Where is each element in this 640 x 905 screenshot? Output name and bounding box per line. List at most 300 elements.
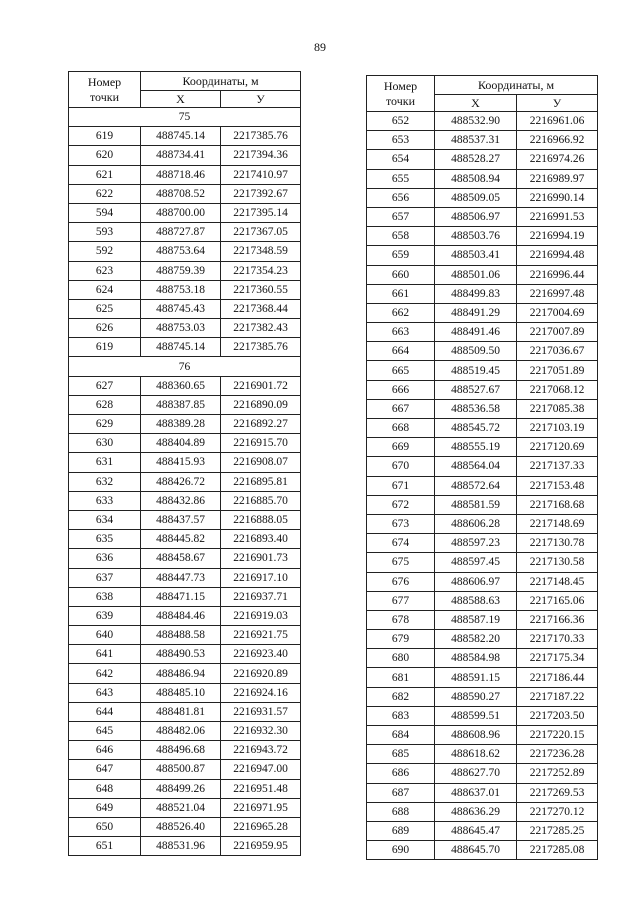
point-number-cell: 620 — [69, 146, 141, 165]
table-row — [69, 165, 301, 184]
group-label: 75 — [69, 108, 301, 127]
y-coordinate-cell: 2216966.92 — [517, 131, 598, 150]
x-coordinate-cell: 488447.73 — [141, 568, 221, 587]
x-coordinate-cell: 488531.96 — [141, 837, 221, 856]
table-row — [367, 476, 598, 495]
point-number-cell: 658 — [367, 227, 435, 246]
table-row — [69, 299, 301, 318]
table-row — [69, 127, 301, 146]
y-header: У — [221, 91, 301, 108]
table-row — [69, 415, 301, 434]
x-coordinate-cell: 488519.45 — [435, 361, 517, 380]
point-number-header-line1: Номер — [87, 74, 122, 89]
point-number-cell: 681 — [367, 668, 435, 687]
point-number-cell: 672 — [367, 495, 435, 514]
y-coordinate-cell: 2216932.30 — [221, 722, 301, 741]
x-coordinate-cell: 488745.43 — [141, 299, 221, 318]
table-row — [367, 112, 598, 131]
point-number-cell: 666 — [367, 380, 435, 399]
table-row — [367, 726, 598, 745]
point-number-cell: 653 — [367, 131, 435, 150]
point-number-cell: 669 — [367, 438, 435, 457]
x-coordinate-cell: 488503.76 — [435, 227, 517, 246]
table-row — [367, 495, 598, 514]
x-coordinate-cell: 488508.94 — [435, 169, 517, 188]
y-coordinate-cell: 2217385.76 — [221, 127, 301, 146]
point-number-cell: 678 — [367, 610, 435, 629]
point-number-cell: 682 — [367, 687, 435, 706]
table-row — [69, 261, 301, 280]
table-row — [69, 223, 301, 242]
point-number-cell: 687 — [367, 783, 435, 802]
y-coordinate-cell: 2217368.44 — [221, 299, 301, 318]
table-row — [367, 745, 598, 764]
y-coordinate-cell: 2216996.44 — [517, 265, 598, 284]
y-coordinate-cell: 2216893.40 — [221, 530, 301, 549]
point-number-cell: 644 — [69, 702, 141, 721]
x-coordinate-cell: 488486.94 — [141, 664, 221, 683]
x-coordinate-cell: 488485.10 — [141, 683, 221, 702]
point-number-cell: 628 — [69, 395, 141, 414]
table-row — [69, 434, 301, 453]
table-row — [69, 549, 301, 568]
x-coordinate-cell: 488745.14 — [141, 127, 221, 146]
point-number-header — [69, 72, 141, 108]
coordinates-header: Координаты, м — [435, 76, 598, 95]
point-number-cell: 625 — [69, 299, 141, 318]
point-number-cell: 638 — [69, 587, 141, 606]
table-row — [69, 664, 301, 683]
x-coordinate-cell: 488499.26 — [141, 779, 221, 798]
table-row — [367, 706, 598, 725]
x-coordinate-cell: 488501.06 — [435, 265, 517, 284]
table-row — [69, 817, 301, 836]
point-number-cell: 632 — [69, 472, 141, 491]
table-row — [367, 687, 598, 706]
x-coordinate-cell: 488606.28 — [435, 514, 517, 533]
table-row — [367, 821, 598, 840]
table-row — [69, 472, 301, 491]
y-coordinate-cell: 2216890.09 — [221, 395, 301, 414]
table-row — [367, 457, 598, 476]
y-coordinate-cell: 2216915.70 — [221, 434, 301, 453]
y-coordinate-cell: 2216961.06 — [517, 112, 598, 131]
point-number-cell: 652 — [367, 112, 435, 131]
y-coordinate-cell: 2216971.95 — [221, 798, 301, 817]
y-coordinate-cell: 2216885.70 — [221, 491, 301, 510]
point-number-cell: 630 — [69, 434, 141, 453]
x-coordinate-cell: 488572.64 — [435, 476, 517, 495]
x-coordinate-cell: 488753.64 — [141, 242, 221, 261]
x-coordinate-cell: 488591.15 — [435, 668, 517, 687]
point-number-cell: 656 — [367, 188, 435, 207]
table-row — [367, 303, 598, 322]
page-number: 89 — [314, 40, 326, 54]
y-coordinate-cell: 2217165.06 — [517, 591, 598, 610]
point-number-cell: 593 — [69, 223, 141, 242]
y-coordinate-cell: 2217120.69 — [517, 438, 598, 457]
table-row — [69, 280, 301, 299]
point-number-cell: 648 — [69, 779, 141, 798]
point-number-cell: 649 — [69, 798, 141, 817]
point-number-cell: 624 — [69, 280, 141, 299]
point-number-header — [367, 76, 435, 112]
y-coordinate-cell: 2217170.33 — [517, 630, 598, 649]
table-row — [69, 376, 301, 395]
table-row — [367, 553, 598, 572]
y-coordinate-cell: 2217270.12 — [517, 802, 598, 821]
x-header: Х — [435, 95, 517, 112]
table-row — [367, 649, 598, 668]
y-coordinate-cell: 2216919.03 — [221, 606, 301, 625]
x-coordinate-cell: 488491.29 — [435, 303, 517, 322]
x-coordinate-cell: 488526.40 — [141, 817, 221, 836]
table-row — [69, 837, 301, 856]
table-row — [69, 491, 301, 510]
x-coordinate-cell: 488537.31 — [435, 131, 517, 150]
y-coordinate-cell: 2217036.67 — [517, 342, 598, 361]
x-coordinate-cell: 488759.39 — [141, 261, 221, 280]
group-row — [69, 108, 301, 127]
table-row — [367, 284, 598, 303]
point-number-cell: 651 — [69, 837, 141, 856]
point-number-cell: 631 — [69, 453, 141, 472]
x-coordinate-cell: 488645.47 — [435, 821, 517, 840]
y-coordinate-cell: 2217148.45 — [517, 572, 598, 591]
table-row — [69, 530, 301, 549]
point-number-cell: 686 — [367, 764, 435, 783]
point-number-header-line2: точки — [385, 93, 416, 108]
y-coordinate-cell: 2217175.34 — [517, 649, 598, 668]
table-row — [367, 668, 598, 687]
x-coordinate-cell: 488491.46 — [435, 323, 517, 342]
point-number-cell: 623 — [69, 261, 141, 280]
y-coordinate-cell: 2217166.36 — [517, 610, 598, 629]
x-coordinate-cell: 488618.62 — [435, 745, 517, 764]
coordinates-table-right — [366, 75, 598, 860]
x-coordinate-cell: 488458.67 — [141, 549, 221, 568]
table-row — [69, 184, 301, 203]
x-coordinate-cell: 488509.50 — [435, 342, 517, 361]
point-number-cell: 641 — [69, 645, 141, 664]
point-number-cell: 662 — [367, 303, 435, 322]
x-coordinate-cell: 488482.06 — [141, 722, 221, 741]
y-coordinate-cell: 2216991.53 — [517, 207, 598, 226]
x-coordinate-cell: 488708.52 — [141, 184, 221, 203]
table-row — [69, 395, 301, 414]
point-number-cell: 667 — [367, 399, 435, 418]
x-coordinate-cell: 488426.72 — [141, 472, 221, 491]
table-row — [367, 534, 598, 553]
table-row — [367, 150, 598, 169]
x-coordinate-cell: 488387.85 — [141, 395, 221, 414]
y-coordinate-cell: 2217395.14 — [221, 203, 301, 222]
table-row — [367, 514, 598, 533]
point-number-header-line2: точки — [89, 89, 120, 104]
y-coordinate-cell: 2216951.48 — [221, 779, 301, 798]
x-coordinate-cell: 488606.97 — [435, 572, 517, 591]
y-coordinate-cell: 2216959.95 — [221, 837, 301, 856]
y-coordinate-cell: 2217269.53 — [517, 783, 598, 802]
point-number-cell: 675 — [367, 553, 435, 572]
x-coordinate-cell: 488432.86 — [141, 491, 221, 510]
y-coordinate-cell: 2217130.58 — [517, 553, 598, 572]
point-number-cell: 643 — [69, 683, 141, 702]
x-coordinate-cell: 488532.90 — [435, 112, 517, 131]
table-row — [69, 319, 301, 338]
y-coordinate-cell: 2217004.69 — [517, 303, 598, 322]
table-row — [367, 131, 598, 150]
x-coordinate-cell: 488753.03 — [141, 319, 221, 338]
table-body — [367, 112, 598, 860]
point-number-cell: 688 — [367, 802, 435, 821]
point-number-cell: 664 — [367, 342, 435, 361]
coordinates-header: Координаты, м — [141, 72, 301, 91]
y-coordinate-cell: 2216901.73 — [221, 549, 301, 568]
y-coordinate-cell: 2216923.40 — [221, 645, 301, 664]
y-coordinate-cell: 2217153.48 — [517, 476, 598, 495]
table-row — [367, 610, 598, 629]
table-row — [69, 722, 301, 741]
group-label: 76 — [69, 357, 301, 376]
y-coordinate-cell: 2216920.89 — [221, 664, 301, 683]
y-coordinate-cell: 2217186.44 — [517, 668, 598, 687]
y-coordinate-cell: 2217385.76 — [221, 338, 301, 357]
y-coordinate-cell: 2217394.36 — [221, 146, 301, 165]
x-coordinate-cell: 488718.46 — [141, 165, 221, 184]
y-coordinate-cell: 2217285.25 — [517, 821, 598, 840]
point-number-cell: 626 — [69, 319, 141, 338]
table-row — [69, 798, 301, 817]
table-row — [69, 760, 301, 779]
x-coordinate-cell: 488415.93 — [141, 453, 221, 472]
point-number-cell: 650 — [69, 817, 141, 836]
y-coordinate-cell: 2217382.43 — [221, 319, 301, 338]
x-coordinate-cell: 488437.57 — [141, 510, 221, 529]
x-coordinate-cell: 488581.59 — [435, 495, 517, 514]
y-coordinate-cell: 2216989.97 — [517, 169, 598, 188]
y-coordinate-cell: 2216974.26 — [517, 150, 598, 169]
y-coordinate-cell: 2217137.33 — [517, 457, 598, 476]
point-number-cell: 685 — [367, 745, 435, 764]
point-number-cell: 647 — [69, 760, 141, 779]
x-coordinate-cell: 488506.97 — [435, 207, 517, 226]
point-number-cell: 657 — [367, 207, 435, 226]
coordinates-table-left — [68, 71, 301, 856]
point-number-cell: 676 — [367, 572, 435, 591]
x-coordinate-cell: 488536.58 — [435, 399, 517, 418]
point-number-cell: 629 — [69, 415, 141, 434]
point-number-cell: 671 — [367, 476, 435, 495]
point-number-cell: 635 — [69, 530, 141, 549]
y-coordinate-cell: 2217367.05 — [221, 223, 301, 242]
table-row — [69, 741, 301, 760]
point-number-cell: 683 — [367, 706, 435, 725]
table-row — [367, 265, 598, 284]
table-row — [69, 146, 301, 165]
point-number-cell: 627 — [69, 376, 141, 395]
y-coordinate-cell: 2217085.38 — [517, 399, 598, 418]
table-row — [367, 323, 598, 342]
table-row — [69, 510, 301, 529]
point-number-cell: 654 — [367, 150, 435, 169]
point-number-cell: 619 — [69, 127, 141, 146]
y-coordinate-cell: 2216965.28 — [221, 817, 301, 836]
x-coordinate-cell: 488608.96 — [435, 726, 517, 745]
x-coordinate-cell: 488490.53 — [141, 645, 221, 664]
x-coordinate-cell: 488488.58 — [141, 626, 221, 645]
point-number-cell: 659 — [367, 246, 435, 265]
table-row — [367, 342, 598, 361]
table-row — [367, 438, 598, 457]
x-coordinate-cell: 488545.72 — [435, 419, 517, 438]
x-coordinate-cell: 488597.45 — [435, 553, 517, 572]
y-coordinate-cell: 2217168.68 — [517, 495, 598, 514]
table-row — [69, 587, 301, 606]
x-coordinate-cell: 488528.27 — [435, 150, 517, 169]
y-coordinate-cell: 2216931.57 — [221, 702, 301, 721]
point-number-cell: 677 — [367, 591, 435, 610]
point-number-cell: 684 — [367, 726, 435, 745]
point-number-header-line1: Номер — [383, 78, 418, 93]
x-coordinate-cell: 488445.82 — [141, 530, 221, 549]
table-row — [69, 683, 301, 702]
x-coordinate-cell: 488499.83 — [435, 284, 517, 303]
y-coordinate-cell: 2216990.14 — [517, 188, 598, 207]
point-number-cell: 639 — [69, 606, 141, 625]
y-header: У — [517, 95, 598, 112]
y-coordinate-cell: 2217392.67 — [221, 184, 301, 203]
table-row — [367, 227, 598, 246]
table-row — [69, 338, 301, 357]
x-coordinate-cell: 488527.67 — [435, 380, 517, 399]
table-row — [69, 779, 301, 798]
point-number-cell: 661 — [367, 284, 435, 303]
y-coordinate-cell: 2217285.08 — [517, 841, 598, 860]
point-number-cell: 622 — [69, 184, 141, 203]
point-number-cell: 679 — [367, 630, 435, 649]
y-coordinate-cell: 2217410.97 — [221, 165, 301, 184]
x-coordinate-cell: 488636.29 — [435, 802, 517, 821]
y-coordinate-cell: 2217068.12 — [517, 380, 598, 399]
point-number-cell: 637 — [69, 568, 141, 587]
table-body — [69, 108, 301, 856]
y-coordinate-cell: 2217130.78 — [517, 534, 598, 553]
y-coordinate-cell: 2217360.55 — [221, 280, 301, 299]
table-row — [367, 783, 598, 802]
point-number-cell: 633 — [69, 491, 141, 510]
x-coordinate-cell: 488503.41 — [435, 246, 517, 265]
x-coordinate-cell: 488521.04 — [141, 798, 221, 817]
x-coordinate-cell: 488597.23 — [435, 534, 517, 553]
x-coordinate-cell: 488734.41 — [141, 146, 221, 165]
table-row — [69, 606, 301, 625]
table-row — [367, 630, 598, 649]
table-row — [367, 591, 598, 610]
x-coordinate-cell: 488637.01 — [435, 783, 517, 802]
x-coordinate-cell: 488745.14 — [141, 338, 221, 357]
point-number-cell: 634 — [69, 510, 141, 529]
y-coordinate-cell: 2216937.71 — [221, 587, 301, 606]
y-coordinate-cell: 2217007.89 — [517, 323, 598, 342]
x-coordinate-cell: 488404.89 — [141, 434, 221, 453]
point-number-cell: 673 — [367, 514, 435, 533]
point-number-cell: 642 — [69, 664, 141, 683]
y-coordinate-cell: 2217354.23 — [221, 261, 301, 280]
y-coordinate-cell: 2216892.27 — [221, 415, 301, 434]
table-row — [69, 453, 301, 472]
point-number-cell: 655 — [367, 169, 435, 188]
table-row — [367, 572, 598, 591]
group-row — [69, 357, 301, 376]
x-coordinate-cell: 488564.04 — [435, 457, 517, 476]
x-coordinate-cell: 488481.81 — [141, 702, 221, 721]
y-coordinate-cell: 2216908.07 — [221, 453, 301, 472]
x-coordinate-cell: 488555.19 — [435, 438, 517, 457]
y-coordinate-cell: 2217148.69 — [517, 514, 598, 533]
y-coordinate-cell: 2217103.19 — [517, 419, 598, 438]
x-coordinate-cell: 488645.70 — [435, 841, 517, 860]
x-coordinate-cell: 488590.27 — [435, 687, 517, 706]
x-coordinate-cell: 488727.87 — [141, 223, 221, 242]
table-row — [367, 246, 598, 265]
x-coordinate-cell: 488471.15 — [141, 587, 221, 606]
point-number-cell: 619 — [69, 338, 141, 357]
point-number-cell: 690 — [367, 841, 435, 860]
y-coordinate-cell: 2216917.10 — [221, 568, 301, 587]
x-coordinate-cell: 488496.68 — [141, 741, 221, 760]
point-number-cell: 689 — [367, 821, 435, 840]
y-coordinate-cell: 2216901.72 — [221, 376, 301, 395]
y-coordinate-cell: 2216924.16 — [221, 683, 301, 702]
point-number-cell: 636 — [69, 549, 141, 568]
x-coordinate-cell: 488500.87 — [141, 760, 221, 779]
table-row — [367, 207, 598, 226]
y-coordinate-cell: 2217051.89 — [517, 361, 598, 380]
x-coordinate-cell: 488588.63 — [435, 591, 517, 610]
y-coordinate-cell: 2216994.48 — [517, 246, 598, 265]
table-row — [69, 645, 301, 664]
x-coordinate-cell: 488484.46 — [141, 606, 221, 625]
table-row — [367, 764, 598, 783]
x-coordinate-cell: 488700.00 — [141, 203, 221, 222]
y-coordinate-cell: 2216895.81 — [221, 472, 301, 491]
table-row — [367, 802, 598, 821]
table-row — [367, 169, 598, 188]
y-coordinate-cell: 2217236.28 — [517, 745, 598, 764]
y-coordinate-cell: 2216888.05 — [221, 510, 301, 529]
x-coordinate-cell: 488509.05 — [435, 188, 517, 207]
table-row — [367, 419, 598, 438]
point-number-cell: 640 — [69, 626, 141, 645]
point-number-cell: 674 — [367, 534, 435, 553]
table-row — [367, 841, 598, 860]
x-coordinate-cell: 488582.20 — [435, 630, 517, 649]
x-coordinate-cell: 488599.51 — [435, 706, 517, 725]
y-coordinate-cell: 2217220.15 — [517, 726, 598, 745]
point-number-cell: 663 — [367, 323, 435, 342]
table-row — [69, 242, 301, 261]
point-number-cell: 621 — [69, 165, 141, 184]
x-coordinate-cell: 488627.70 — [435, 764, 517, 783]
table-row — [69, 568, 301, 587]
x-coordinate-cell: 488389.28 — [141, 415, 221, 434]
point-number-cell: 646 — [69, 741, 141, 760]
y-coordinate-cell: 2216947.00 — [221, 760, 301, 779]
x-coordinate-cell: 488587.19 — [435, 610, 517, 629]
point-number-cell: 668 — [367, 419, 435, 438]
table-row — [367, 380, 598, 399]
